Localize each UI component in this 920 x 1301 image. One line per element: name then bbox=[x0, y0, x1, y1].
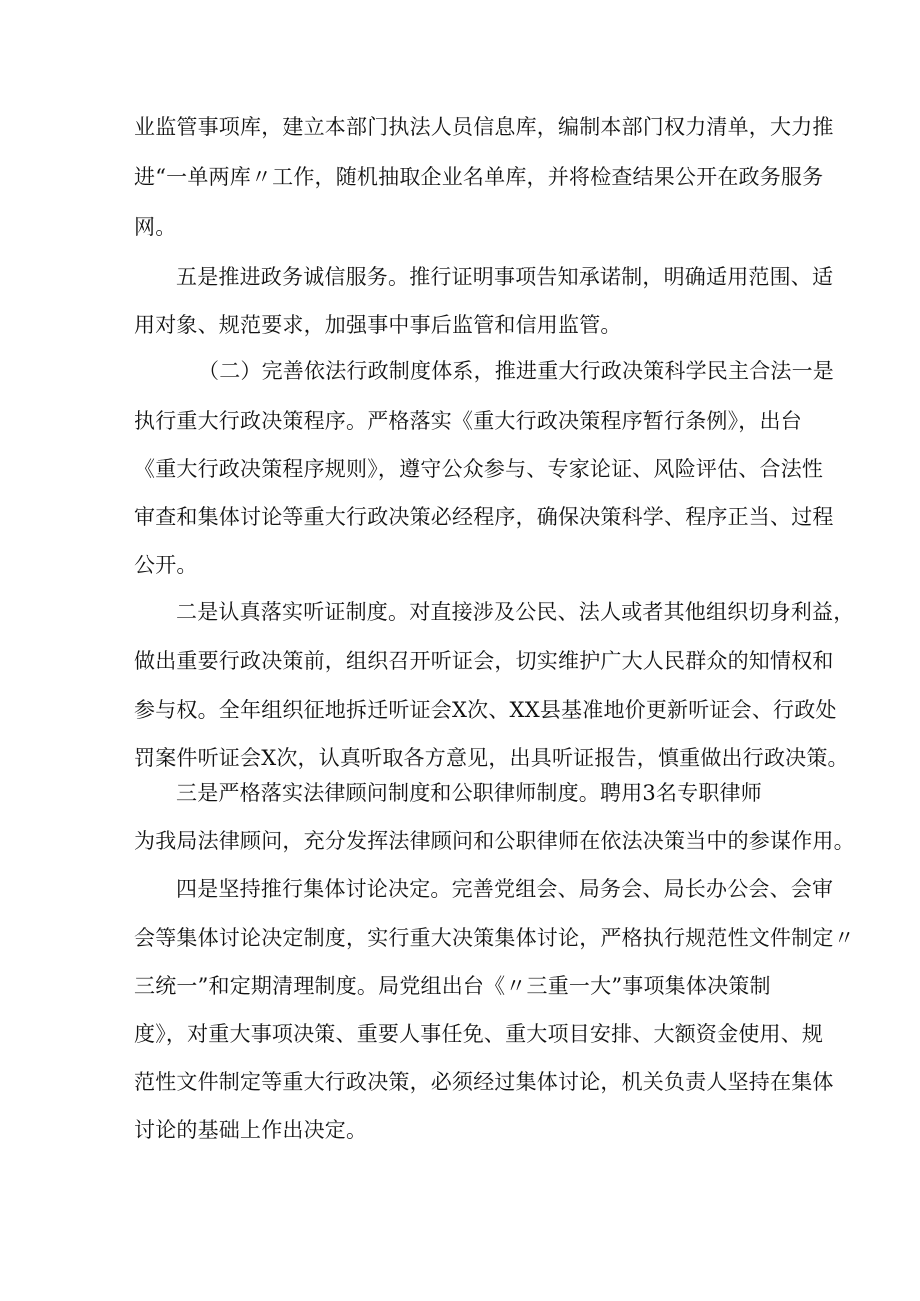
text-line: 五是推进政务诚信服务。推行证明事项告知承诺制，明确适用范围、适 bbox=[176, 265, 834, 289]
text-line: 审查和集体讨论等重大行政决策必经程序，确保决策科学、程序正当、过程 bbox=[134, 505, 834, 529]
text-line: 会等集体讨论决定制度，实行重大决策集体讨论，严格执行规范性文件制定〃 bbox=[134, 926, 855, 950]
text-line: 公开。 bbox=[134, 553, 198, 577]
text-line: 讨论的基础上作出决定。 bbox=[134, 1118, 368, 1142]
text-line: 执行重大行政决策程序。严格落实《重大行政决策程序暂行条例》，出台 bbox=[134, 409, 802, 433]
text-line: 四是坚持推行集体讨论决定。完善党组会、局务会、局长办公会、会审 bbox=[176, 877, 834, 901]
text-line: 《重大行政决策程序规则》，遵守公众参与、专家论证、风险评估、合法性 bbox=[134, 457, 824, 481]
text-line: 为我局法律顾问，充分发挥法律顾问和公职律师在依法决策当中的参谋作用。 bbox=[134, 829, 855, 853]
text-line: 参与权。全年组织征地拆迁听证会X次、XX县基准地价更新听证会、行政处 bbox=[134, 698, 837, 722]
text-line: 网。 bbox=[134, 215, 177, 239]
text-line: 做出重要行政决策前，组织召开听证会，切实维护广大人民群众的知情权和 bbox=[134, 649, 834, 673]
text-line: 业监管事项库，建立本部门执法人员信息库，编制本部门权力清单，大力推 bbox=[134, 115, 834, 139]
text-line: 范性文件制定等重大行政决策，必须经过集体讨论，机关负责人坚持在集体 bbox=[134, 1070, 834, 1094]
text-line: 三统一”和定期清理制度。局党组出台《〃三重一大”事项集体决策制 bbox=[134, 974, 771, 998]
text-line: 用对象、规范要求，加强事中事后监管和信用监管。 bbox=[134, 313, 622, 337]
text-line: 二是认真落实听证制度。对直接涉及公民、法人或者其他组织切身利益， bbox=[176, 600, 855, 624]
text-line: 罚案件听证会X次，认真听取各方意见，出具听证报告，慎重做出行政决策。 bbox=[134, 746, 849, 770]
text-line: 度》，对重大事项决策、重要人事任免、重大项目安排、大额资金使用、规 bbox=[134, 1022, 824, 1046]
section-heading: （二）完善依法行政制度体系，推进重大行政决策科学民主合法一是 bbox=[198, 359, 834, 383]
text-line: 三是严格落实法律顾问制度和公职律师制度。聘用3名专职律师 bbox=[176, 781, 762, 805]
text-line: 进“一单两库〃工作，随机抽取企业名单库，并将检查结果公开在政务服务 bbox=[134, 165, 824, 189]
